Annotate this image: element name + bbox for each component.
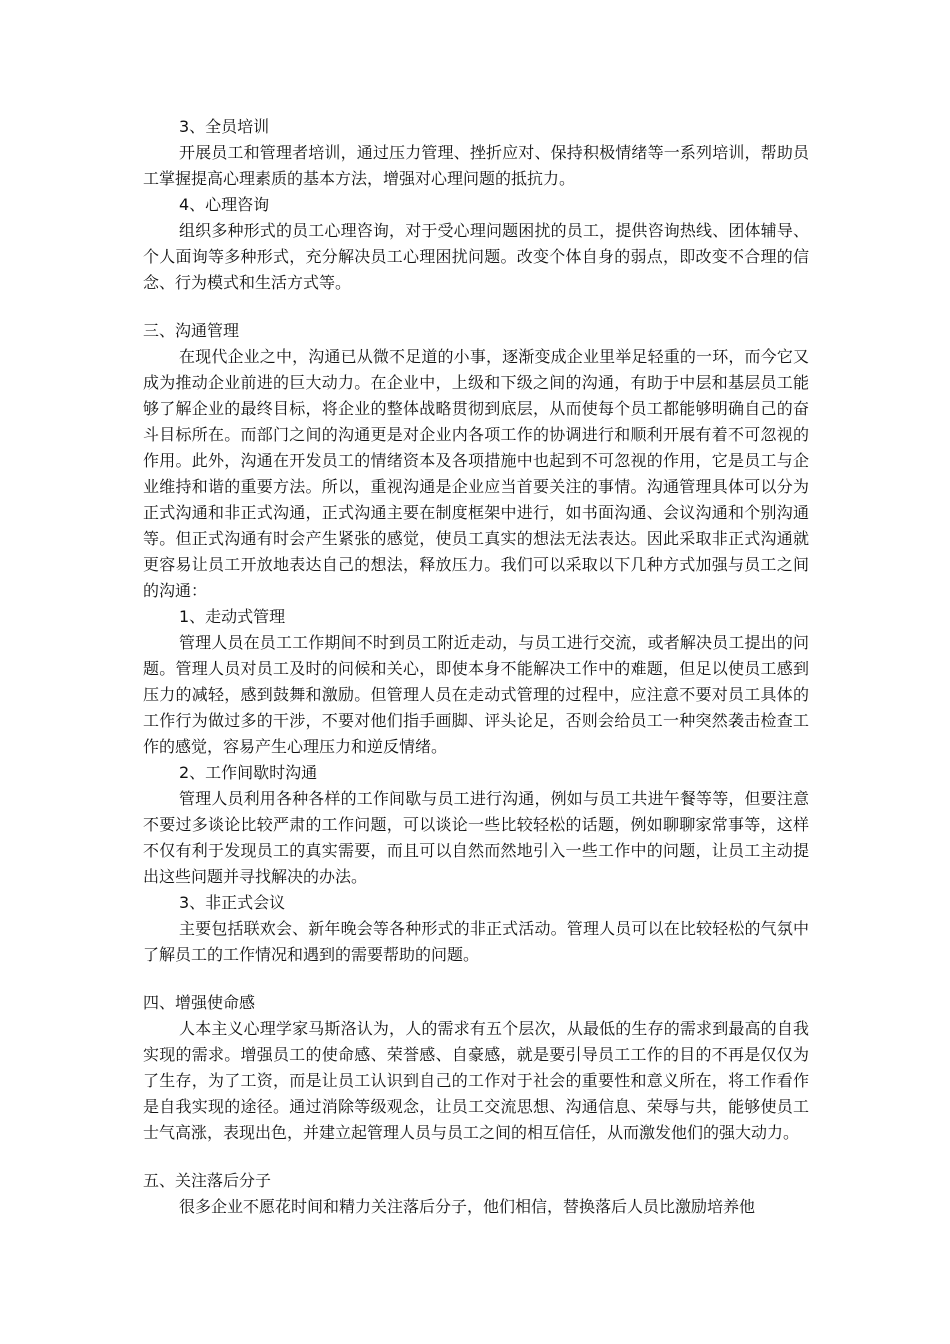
paragraph-mission: 人本主义心理学家马斯洛认为，人的需求有五个层次，从最低的生存的需求到最高的自我实现的需求。增强员工的使命感、荣誉感、自豪感，就是要引导员工工作的目的不再是仅仅为了生存，为了工资，而是让员工认识到自己的工作对于社会的重要性和意义所在，将工作看作是自我实现的途径。通过消除等级观念，让员工交流思想、沟通信息、荣辱与共，能够使员工士气高涨，表现出色，并建立起管理人员与员工之间的相互信任，从而激发他们的强大动力。 [143,1019,809,1142]
paragraph-communication: 在现代企业之中，沟通已从微不足道的小事，逐渐变成企业里举足轻重的一环，而今它又成为推动企业前进的巨大动力。在企业中，上级和下级之间的沟通，有助于中层和基层员工能够了解企业的最终目标，将企业的整体战略贯彻到底层，从而使每个员工都能够明确自己的奋斗目标所在。而部门之间的沟通更是对企业内各项工作的协调进行和顺利开展有着不可忽视的作用。此外，沟通在开发员工的情绪资本及各项措施中也起到不可忽视的作用，它是员工与企业维持和谐的重要方法。所以，重视沟通是企业应当首要关注的事情。沟通管理具体可以分为正式沟通和非正式沟通，正式沟通主要在制度框架中进行，如书面沟通、会议沟通和个别沟通等。但正式沟通有时会产生紧张的感觉，使员工真实的想法无法表达。因此采取非正式沟通就更容易让员工开放地表达自己的想法，释放压力。我们可以采取以下几种方式加强与员工之间的沟通： [143,347,809,600]
paragraph-training: 开展员工和管理者培训，通过压力管理、挫折应对、保持积极情绪等一系列培训，帮助员工掌握提高心理素质的基本方法，增强对心理问题的抵抗力。 [143,143,809,188]
paragraph-counseling: 组织多种形式的员工心理咨询，对于受心理问题困扰的员工，提供咨询热线、团体辅导、个人面询等多种形式，充分解决员工心理困扰问题。改变个体自身的弱点，即改变不合理的信念、行为模式和生活方式等。 [143,221,809,292]
document-page [143,114,809,1220]
sub-heading-counseling: 4、心理咨询 [179,195,270,214]
sub-heading-walk-around: 1、走动式管理 [179,607,286,626]
sub-heading-staff-training: 3、全员培训 [179,117,270,136]
section-heading-mission: 四、增强使命感 [143,993,256,1012]
paragraph-informal-meeting: 主要包括联欢会、新年晚会等各种形式的非正式活动。管理人员可以在比较轻松的气氛中了解员工的工作情况和遇到的需要帮助的问题。 [143,919,809,964]
paragraph-walk-around: 管理人员在员工工作期间不时到员工附近走动，与员工进行交流，或者解决员工提出的问题。管理人员对员工及时的问候和关心，即使本身不能解决工作中的难题，但足以使员工感到压力的减轻，感到鼓舞和激励。但管理人员在走动式管理的过程中，应注意不要对员工具体的工作行为做过多的干涉，不要对他们指手画脚、评头论足，否则会给员工一种突然袭击检查工作的感觉，容易产生心理压力和逆反情绪。 [143,633,809,756]
paragraph-break-communication: 管理人员利用各种各样的工作间歇与员工进行沟通，例如与员工共进午餐等等，但要注意不要过多谈论比较严肃的工作问题，可以谈论一些比较轻松的话题，例如聊聊家常事等，这样不仅有利于发现员工的真实需要，而且可以自然而然地引入一些工作中的问题，让员工主动提出这些问题并寻找解决的办法。 [143,789,809,886]
section-heading-laggards: 五、关注落后分子 [143,1171,272,1190]
section-heading-communication: 三、沟通管理 [143,321,240,340]
paragraph-laggards: 很多企业不愿花时间和精力关注落后分子，他们相信，替换落后人员比激励培养他 [179,1197,756,1216]
sub-heading-break-communication: 2、工作间歇时沟通 [179,763,318,782]
sub-heading-informal-meeting: 3、非正式会议 [179,893,286,912]
